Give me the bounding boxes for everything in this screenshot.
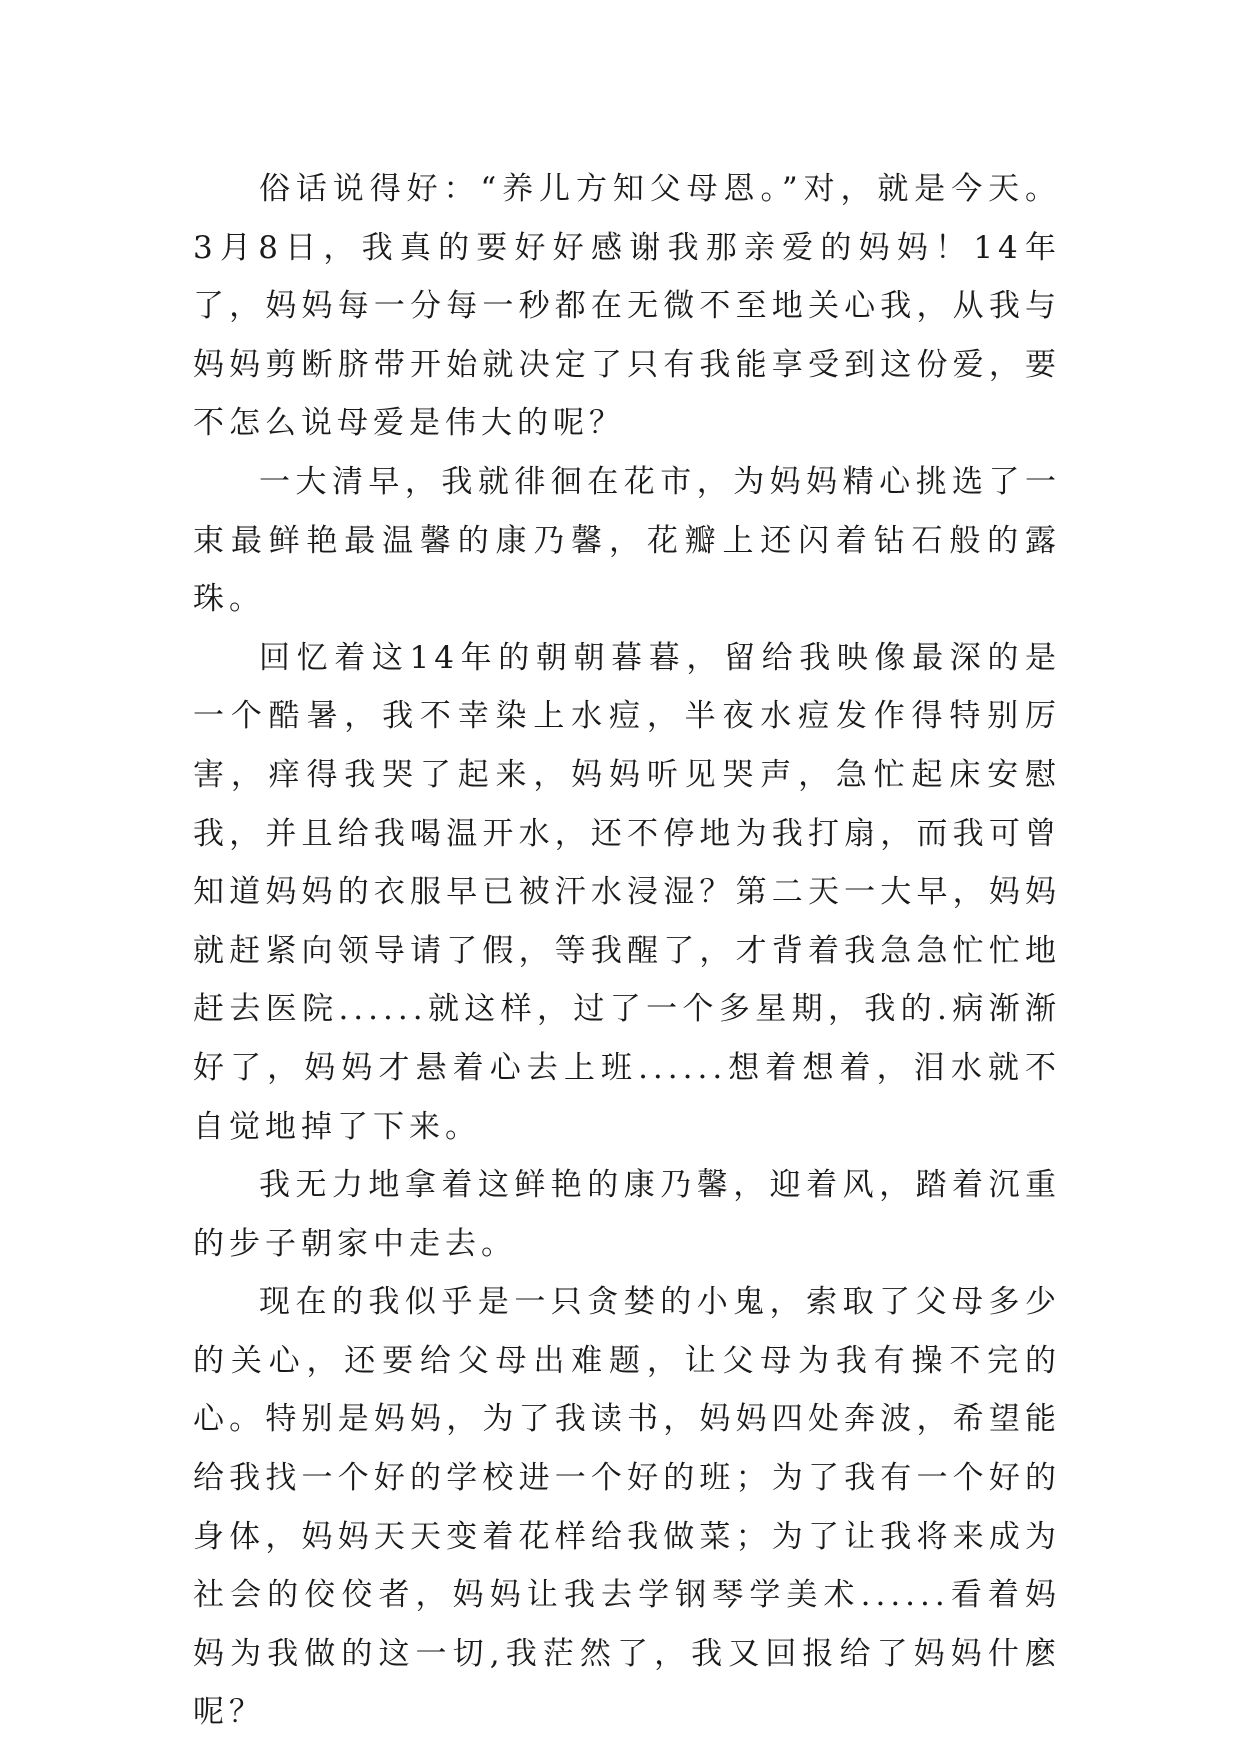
paragraph-4: 我无力地拿着这鲜艳的康乃馨，迎着风，踏着沉重的步子朝家中走去。	[193, 1167, 1061, 1262]
paragraph-5: 现在的我似乎是一只贪婪的小鬼，索取了父母多少的关心，还要给父母出难题，让父母为我有操不完的心。特别是妈妈，为了我读书，妈妈四处奔波，希望能给我找一个好的学校进一个好的班；为了我有一个好的身体，妈妈天天变着花样给我做菜；为了让我将来成为社会的佼佼者，妈妈让我去学钢琴学美术......看着妈妈为我做的这一切,我茫然了，我又回报给了妈妈什麽呢？	[193, 1284, 1061, 1731]
paragraph-3: 回忆着这14年的朝朝暮暮，留给我映像最深的是一个酷暑，我不幸染上水痘，半夜水痘发作得特别厉害，痒得我哭了起来，妈妈听见哭声，急忙起床安慰我，并且给我喝温开水，还不停地为我打扇，而我可曾知道妈妈的衣服早已被汗水浸湿？第二天一大早，妈妈就赶紧向领导请了假，等我醒了，才背着我急急忙忙地赶去医院......就这样，过了一个多星期，我的.病渐渐好了，妈妈才悬着心去上班......想着想着，泪水就不自觉地掉了下来。	[193, 639, 1061, 1145]
document-body	[193, 160, 1061, 1742]
paragraph-1: 俗话说得好：“养儿方知父母恩。”对，就是今天。3月8日，我真的要好好感谢我那亲爱的妈妈！14年了，妈妈每一分每一秒都在无微不至地关心我，从我与妈妈剪断脐带开始就决定了只有我能享受到这份爱，要不怎么说母爱是伟大的呢？	[193, 171, 1061, 442]
paragraph-2: 一大清早，我就徘徊在花市，为妈妈精心挑选了一束最鲜艳最温馨的康乃馨，花瓣上还闪着钻石般的露珠。	[193, 463, 1061, 618]
